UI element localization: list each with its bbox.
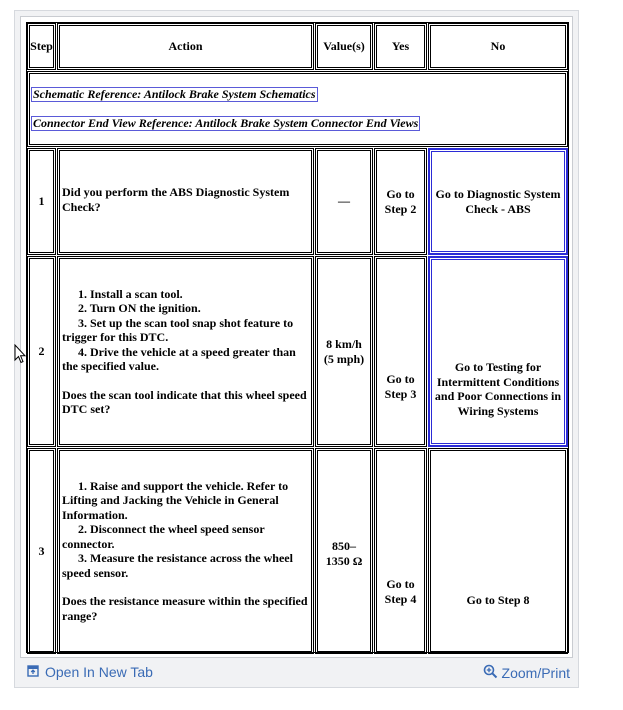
header-no: No [428, 23, 568, 70]
row1-action [57, 148, 314, 255]
row2-step: 2 [27, 256, 56, 447]
row2-step-item: 2. Turn ON the ignition. [78, 301, 201, 315]
mouse-pointer-icon [14, 344, 26, 369]
header-step: Step [27, 23, 56, 70]
row1-no[interactable]: Go to Diagnostic System Check - ABS [428, 148, 568, 255]
row2-no[interactable]: Go to Testing for Intermittent Conditions and Poor Connections in Wiring Systems [428, 256, 568, 447]
open-in-new-tab-icon [27, 664, 39, 680]
row1-step: 1 [27, 148, 56, 255]
row2-yes: Go to Step 3 [374, 256, 427, 447]
magnifier-plus-icon [483, 664, 498, 682]
row2-step-item: 1. Install a scan tool. [78, 286, 183, 301]
row3-yes: Go to Step 4 [374, 448, 427, 654]
row1-yes: Go to Step 2 [374, 148, 427, 255]
row2-step-list [62, 287, 309, 374]
zoom-print-label: Zoom/Print [501, 665, 570, 681]
row3-action [57, 448, 314, 654]
open-in-new-tab-link[interactable] [27, 664, 153, 680]
row3-step-list [62, 479, 309, 581]
connector-reference-link[interactable]: Connector End View Reference: Antilock Brake System Connector End Views [33, 116, 419, 130]
row1-value: — [315, 148, 373, 255]
diagnostic-table [26, 22, 569, 653]
row3-no: Go to Step 8 [428, 448, 568, 654]
reference-row [27, 71, 568, 147]
row3-step-item: 2. Disconnect the wheel speed sensor connector. [62, 522, 265, 551]
row2-step-item: 4. Drive the vehicle at a speed greater than the specified value. [62, 344, 296, 373]
header-yes: Yes [374, 23, 427, 70]
header-action: Action [57, 23, 314, 70]
row3-question: Does the resistance measure within the specified range? [62, 594, 308, 623]
row2-value: 8 km/h (5 mph) [315, 256, 373, 447]
schematic-reference-link[interactable]: Schematic Reference: Antilock Brake System Schematics [33, 87, 316, 101]
row2-question: Does the scan tool indicate that this wheel speed DTC set? [62, 387, 307, 416]
viewer-footer [15, 659, 578, 687]
zoom-print-link[interactable] [483, 664, 570, 682]
row3-step: 3 [27, 448, 56, 654]
row2-action [57, 256, 314, 447]
header-values: Value(s) [315, 23, 373, 70]
row3-step-item: 3. Measure the resistance across the wheel speed sensor. [62, 551, 293, 580]
open-in-new-tab-label: Open In New Tab [45, 664, 153, 680]
row1-question: Did you perform the ABS Diagnostic System Check? [62, 185, 290, 214]
row2-step-item: 3. Set up the scan tool snap shot feature to trigger for this DTC. [62, 315, 294, 344]
document-page [20, 16, 573, 658]
row3-value: 850–1350 Ω [315, 448, 373, 654]
document-viewer-frame [14, 10, 579, 688]
row3-step-item: 1. Raise and support the vehicle. Refer to Lifting and Jacking the Vehicle in General Information. [62, 478, 289, 522]
